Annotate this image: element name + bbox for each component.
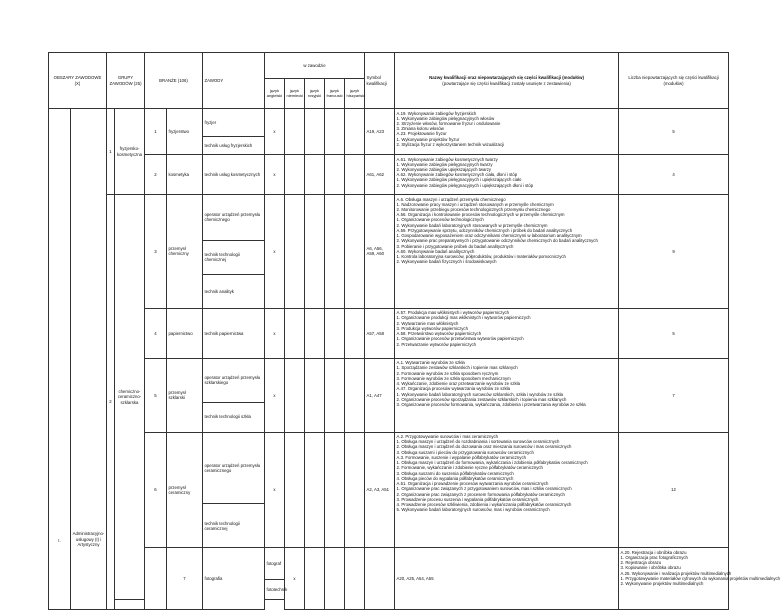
qualification-list [395, 432, 619, 548]
qual-item: 1. Wykonywanie zabiegów pielęgnacyjnych i upiększających ciało [396, 177, 522, 183]
qual-item: 1. Wykonywanie zabiegów pielęgnacyjnych twarzy [396, 161, 493, 167]
row-num: 7 [167, 548, 203, 610]
qual-item: A.23. Projektowanie fryzur [396, 131, 447, 137]
mark: x [285, 548, 305, 610]
qual-item: 1. Wykonywanie badań laboratoryjnych surowców szklarskich, szkła i wyrobów ze szkła [396, 391, 563, 397]
row-num: 3 [145, 195, 167, 309]
qual-item: 3. Zmiana koloru włosów [396, 126, 444, 132]
symbol: A20, A25, A54, A55 [395, 548, 619, 610]
qual-item: A.51. Organizacja i prowadzenie procesów wytwarzania wyrobów ceramicznych [396, 481, 549, 487]
qual-item: A.62. Wykonywanie zabiegów kosmetycznych ciała, dłoni i stóp [396, 172, 518, 178]
qual-item: 3. Obsługa suszarni i pieców do przygotowania surowców ceramicznych [396, 449, 534, 455]
header-symbol: Symbol kwalifikacji [365, 53, 395, 109]
row-num: 2 [145, 155, 167, 195]
branza: papiernictwo [167, 308, 203, 358]
zawod: technik usług kosmetycznych [203, 155, 265, 195]
branza: kosmetyka [167, 155, 203, 195]
header-liczba: Liczba niepowtarzających się części kwalifikacji (modułów) [619, 53, 729, 109]
area-name: Administracyjno-usługowy (I) i Artystyczny [72, 531, 105, 547]
qual-item: 1. Organizowanie procesów technologicznych [396, 217, 484, 223]
qual-item: 1. Sporządzanie zestawów szklarskich i topienie mas szklanych [396, 365, 518, 371]
qual-item: 2. Stylizacja fryzur z wykorzystaniem technik wizualizacji [396, 141, 505, 147]
qualification-list [619, 548, 780, 610]
qual-item: 2. Monitorowanie przebiegu procesów technologicznych przemysłu chemicznego [396, 206, 551, 212]
qual-item: 2. Przetwarzanie wytworów papierniczych [396, 341, 477, 347]
row-num: 1 [145, 109, 167, 155]
qual-item: 1. Wykonywanie zabiegów pielęgnacyjnych włosów [396, 115, 495, 121]
qualifications-table [48, 52, 780, 610]
qual-item: 5. Wykonywanie badań laboratoryjnych surowców, mas i wyrobów ceramicznych [396, 507, 550, 513]
qual-item: A.60. Wykonywanie badań analitycznych [396, 248, 475, 254]
qual-item: 2. Wykonywanie badań laboratoryjnych stosowanych w przemyśle chemicznym [396, 222, 548, 228]
qual-item: 3. Prowadzenie procesu suszenia i wypalania półfabrykatów ceramicznych [396, 496, 539, 502]
qual-item: 2. Wytwarzanie mas włóknistych [396, 320, 459, 326]
qual-item: 1. Wykonywanie projektów fryzur [396, 136, 460, 142]
qual-item: 1. Kontrola laboratoryjna surowców, półproduktów, produktów i materiałów pomocniczych [396, 254, 566, 260]
table-row [49, 358, 729, 402]
symbol: A57, A58 [365, 308, 395, 358]
header-branze: BRANŻE (106) [145, 53, 203, 109]
zawod-empty [115, 600, 145, 610]
mark: x [265, 432, 285, 548]
mark: x [265, 308, 285, 358]
row-num: 4 [145, 308, 167, 358]
mark: x [265, 155, 285, 195]
qual-item: 2. Obsługa maszyn i urządzeń do dozowania oraz mieszania surowców i mas ceramicznych [396, 444, 572, 450]
branza: przemysł chemiczny [167, 195, 203, 309]
qual-item: 2. Wykonywanie projektów multimedialnych [620, 581, 704, 587]
zawod: operator urządzeń przemysłu ceramicznego [203, 432, 265, 504]
group-name: chemiczno-ceramiczno-szklarska [115, 195, 145, 600]
header-nazwy-sub: (powtarzające się części kwalifikacji zostały usunięte z zestawienia) [442, 80, 571, 86]
zawod: technik papiernictwa [203, 308, 265, 358]
qual-item: 2. Organizowanie prac związanych z procesem formowania półfabrykatów ceramicznych [396, 491, 565, 497]
qual-item: 1. Organizowanie prac związanych z przygotowaniem surowców, mas i szkliw ceramicznych [396, 486, 572, 492]
group-name: fryzjersko-kosmetyczna [115, 109, 145, 195]
qual-item: 2. Rejestracja obrazu [620, 560, 662, 566]
zawod: technik analityk [203, 274, 265, 308]
table-row [49, 109, 729, 137]
branza: przemysł ceramiczny [167, 432, 203, 548]
qual-item: 1. Nadzorowanie pracy maszyn i urządzeń stosowanych w przemyśle chemicznym [396, 201, 554, 207]
header-obszary: OBSZARY ZAWODOWE (X) [49, 53, 107, 109]
qualification-list [395, 195, 619, 309]
zawod: fryzjer [203, 109, 265, 137]
mark: x [265, 358, 285, 432]
qual-item: 1. Obsługa maszyn i urządzeń do rozdrabniania i sortowania surowców ceramicznych [396, 439, 560, 445]
empty-group-cell [145, 548, 167, 610]
qual-item: A.25. Wykonywanie i realizacja projektów multimedialnych [620, 570, 732, 576]
qual-item: A.59. Przygotowywanie sprzętu, odczynników chemicznych i próbek do badań analitycznych [396, 227, 573, 233]
count: 5 [619, 308, 729, 358]
qual-item: 3. Produkcja wytworów papierniczych [396, 325, 468, 331]
zawod: technik technologii ceramicznej [203, 504, 265, 548]
qual-item: 1. Organizowanie produkcji mas włóknistych i wytworów papierniczych [396, 315, 531, 321]
qual-item: 4. Wykańczanie, zdobienie oraz przetwarzanie wyrobów ze szkła [396, 381, 520, 387]
table-row [49, 155, 729, 195]
branza: fryzjerstwo [167, 109, 203, 155]
qual-item: A.57. Produkcja mas włóknistych i wytworów papierniczych [396, 310, 510, 316]
header-nazwy [395, 53, 619, 109]
area-cell [49, 109, 107, 610]
qual-item: 4. Obsługa pieców do wypalania półfabrykatów ceramicznych [396, 475, 514, 481]
qual-item: 4. Prowadzenie procesów szkliwienia, zdobienia i wykańczania półfabrykatów ceramicznych [396, 502, 572, 508]
row-num: 6 [145, 432, 167, 548]
qual-item: 3. Kopiowanie i obróbka obrazu [620, 565, 681, 571]
qual-item: 3. Organizowanie procesów formowania, wykańczania, zdobienia i przetwarzania wyrobów ze szkła [396, 402, 586, 408]
qual-item: A.61. Wykonywanie zabiegów kosmetycznych twarzy [396, 156, 498, 162]
group-num: 1 [107, 109, 115, 195]
qualification-list [395, 155, 619, 195]
qual-item: 2. Wykonywanie zabiegów pielęgnacyjnych i upiększających dłoni i stóp [396, 182, 534, 188]
zawod: technik technologii chemicznej [203, 240, 265, 274]
symbol: A61, A62 [365, 155, 395, 195]
count: 7 [619, 358, 729, 432]
header-zawody: ZAWODY [203, 53, 265, 109]
qual-item: 3. Pobieranie i przygotowanie próbek do badań analitycznych [396, 243, 514, 249]
zawod: technik technologii szkła [203, 402, 265, 432]
branza: fotografia [203, 548, 265, 610]
table-row [49, 432, 729, 504]
qual-item: A.47. Organizacja procesów wytwarzania wyrobów ze szkła [396, 386, 510, 392]
mark: x [265, 195, 285, 309]
qual-item: 3. Formowanie wyrobów ze szkła sposobem mechanicznym [396, 375, 511, 381]
qualification-list [395, 109, 619, 155]
symbol: A6, A56, A59, A60 [365, 195, 395, 309]
qualification-list [395, 358, 619, 432]
qual-item: A.3. Formowanie, suszenie i wypalanie półfabrykatów ceramicznych [396, 454, 526, 460]
qual-item: 2. Wykonywanie badań fizycznych i środowiskowych [396, 259, 497, 265]
qual-item: 1. Organizowanie procesów przetwórstwa wytworów papierniczych [396, 336, 524, 342]
qual-item: A.56. Organizacja i kontrolowanie procesów technologicznych w przemyśle chemicznym [396, 212, 565, 218]
qual-item: 2. Strzyżenie włosów, formowanie fryzur i ondulowanie [396, 120, 501, 126]
qual-item: 2. Organizowanie procesów sporządzania zestawów szklarskich i topienia mas szklanych [396, 396, 567, 402]
zawod: technik usług fryzjerskich [203, 137, 265, 155]
header-lang: język niemiecki [285, 79, 305, 109]
qual-item: A.20. Rejestracja i obróbka obrazu [620, 549, 687, 555]
symbol: A2, A3, A51 [365, 432, 395, 548]
header-lang: język rosyjski [305, 79, 325, 109]
zawod: operator urządzeń przemysłu chemicznego [203, 195, 265, 241]
mark: x [265, 109, 285, 155]
qual-item: A.2. Przygotowywanie surowców i mas ceramicznych [396, 434, 499, 439]
symbol: A19, A23 [365, 109, 395, 155]
qual-item: 3. Obsługa suszarni do suszenia półfabrykatów ceramicznych [396, 470, 514, 476]
qual-item: A.19. Wykonywanie zabiegów fryzjerskich [396, 110, 477, 116]
header-lang: język francuski [325, 79, 345, 109]
qual-item: 1. Obsługa maszyn i urządzeń do formowania, wykańczania i zdobienia półfabrykatów ceramicznych [396, 460, 588, 466]
count: 4 [619, 155, 729, 195]
qualification-list [395, 308, 619, 358]
count: 9 [619, 195, 729, 309]
qual-item: 1. Gospodarowanie wyposażeniem oraz odczynnikami chemicznymi w laboratorium analitycznym [396, 233, 582, 239]
qual-item: A.1. Wytwarzanie wyrobów ze szkła [396, 360, 465, 366]
header-w-zawodzie: w zawodzie [265, 53, 365, 79]
zawod: fotograf [265, 548, 285, 580]
zawod: operator urządzeń przemysłu szklarskiego [203, 358, 265, 402]
count: 12 [619, 432, 729, 548]
header-lang: język angielski [265, 79, 285, 109]
qual-item: 1. Przygotowywanie materiałów cyfrowych do wykonania projektów multimedialnych [620, 575, 780, 581]
header-nazwy-title: Nazwy kwalifikacji oraz niepowtarzających się części kwalifikacji (modułów) [429, 75, 584, 81]
row-num: 5 [145, 358, 167, 432]
qual-item: 1. Organizacja prac fotograficznych [620, 554, 688, 560]
qual-item: 2. Formowanie, wykańczanie i zdobienie ręczne półfabrykatów ceramicznych [396, 465, 543, 471]
table-row [49, 195, 729, 241]
table-row [49, 548, 729, 580]
area-num: I. [49, 109, 71, 609]
count: 5 [619, 109, 729, 155]
header-lang: język hiszpański [345, 79, 365, 109]
group-num: 2 [107, 195, 115, 610]
table-row [49, 308, 729, 358]
qual-item: A.6. Obsługa maszyn i urządzeń przemysłu chemicznego [396, 196, 506, 202]
qual-item: 2. Wykonywanie zabiegów upiększających twarzy [396, 166, 492, 172]
zawod: fototechnik [265, 580, 285, 600]
header-grupy: GRUPY ZAWODÓW (25) [107, 53, 145, 109]
branza: przemysł szklarski [167, 358, 203, 432]
table-body [49, 109, 780, 610]
qual-item: A.58. Przetwórstwo wytworów papierniczych [396, 331, 482, 337]
qual-item: 2. Wykonywanie prac preparatywnych i przygotowanie odczynników chemicznych do badań analitycznych [396, 238, 598, 244]
qual-item: 2. Formowanie wyrobów ze szkła sposobem ręcznym [396, 370, 499, 376]
symbol: A1, A47 [365, 358, 395, 432]
